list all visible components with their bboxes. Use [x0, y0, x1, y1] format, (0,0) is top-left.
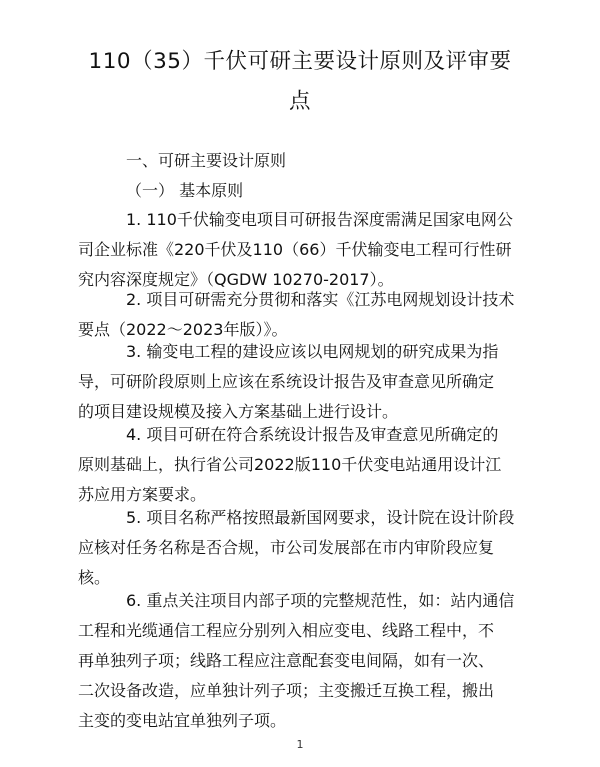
- paragraph-3: [78, 337, 538, 427]
- paragraph-1-line-1: 1. 110千伏输变电项目可研报告深度需满足国家电网公: [126, 210, 513, 229]
- paragraph-2-line-1: 2. 项目可研需充分贯彻和落实《江苏电网规划设计技术: [126, 290, 515, 309]
- paragraph-2: [78, 285, 538, 345]
- paragraph-3-line-2: 导，可研阶段原则上应该在系统设计报告及审查意见所确定: [78, 372, 495, 391]
- section-heading: 一、可研主要设计原则: [126, 151, 287, 170]
- paragraph-3-line-1: 3. 输变电工程的建设应该以电网规划的研究成果为指: [126, 342, 499, 361]
- paragraph-5: [78, 503, 538, 593]
- paragraph-6-line-5: 主变的变电站宜单独列子项。: [78, 711, 287, 730]
- paragraph-6-line-2: 工程和光缆通信工程应分别列入相应变电、线路工程中，不: [78, 621, 495, 640]
- paragraph-6-line-1: 6. 重点关注项目内部子项的完整规范性，如：站内通信: [126, 591, 515, 610]
- document-title-line-1: 110（35）千伏可研主要设计原则及评审要: [88, 49, 512, 74]
- document-title-line-2: 点: [288, 89, 311, 114]
- page-number: 1: [296, 738, 304, 751]
- subsection-heading: （一） 基本原则: [126, 181, 244, 200]
- paragraph-4: [78, 420, 538, 510]
- paragraph-4-line-3: 苏应用方案要求。: [78, 485, 207, 504]
- paragraph-5-line-3: 核。: [78, 568, 111, 587]
- paragraph-5-line-2: 应核对任务名称是否合规，市公司发展部在市内审阶段应复: [78, 538, 495, 557]
- paragraph-1-line-2: 司企业标准《220千伏及110（66）千伏输变电工程可行性研: [78, 240, 512, 259]
- paragraph-1: [78, 205, 538, 295]
- paragraph-6-line-3: 再单独列子项；线路工程应注意配套变电间隔，如有一次、: [78, 651, 495, 670]
- paragraph-5-line-1: 5. 项目名称严格按照最新国网要求，设计院在设计阶段: [126, 508, 515, 527]
- paragraph-3-line-3: 的项目建设规模及接入方案基础上进行设计。: [78, 402, 399, 421]
- paragraph-2-line-2: 要点（2022～2023年版）》。: [78, 320, 288, 339]
- paragraph-4-line-2: 原则基础上，执行省公司2022版110千伏变电站通用设计江: [78, 455, 502, 474]
- paragraph-4-line-1: 4. 项目可研在符合系统设计报告及审查意见所确定的: [126, 425, 499, 444]
- paragraph-1-line-3: 究内容深度规定》（QGDW 10270-2017）。: [78, 270, 394, 289]
- paragraph-6-line-4: 二次设备改造，应单独计列子项；主变搬迁互换工程，搬出: [78, 681, 495, 700]
- paragraph-6: [78, 586, 538, 736]
